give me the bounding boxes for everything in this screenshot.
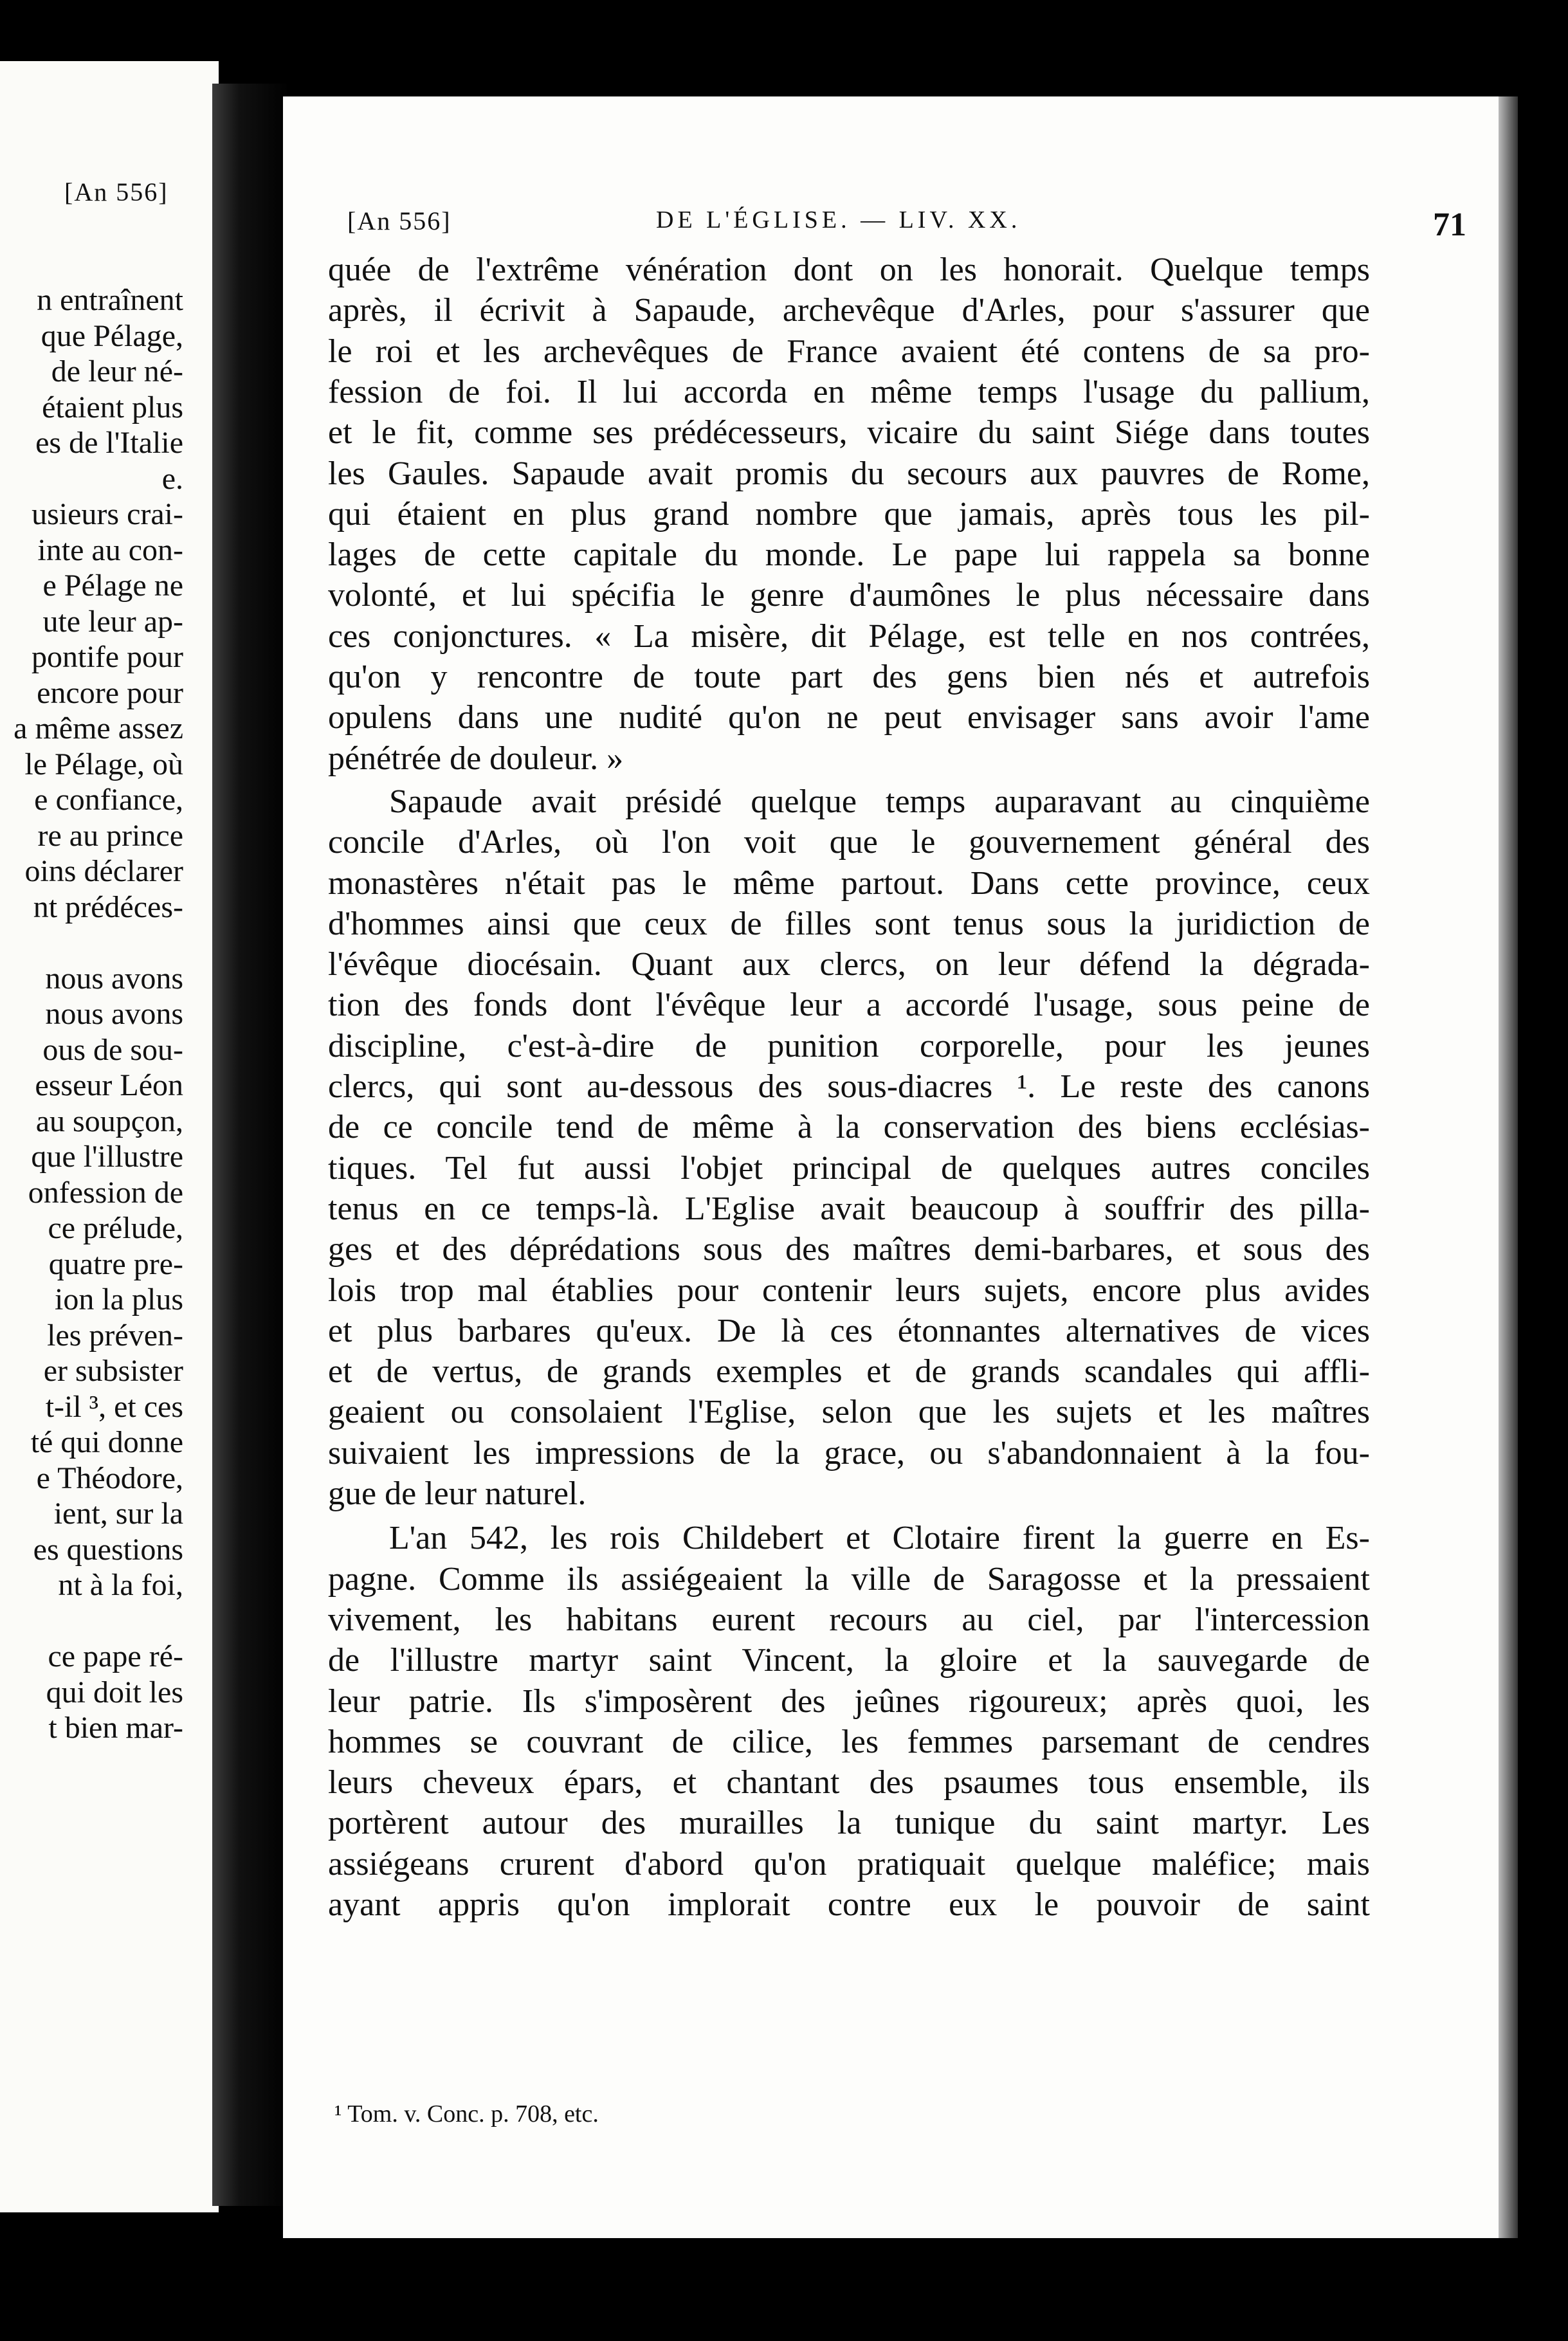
text-line: leurs cheveux épars, et chantant des psaumes tous ensemble, ils <box>328 1764 1370 1801</box>
header-year: [An 556] <box>347 206 451 235</box>
left-text-line: inte au con- <box>37 533 183 567</box>
left-text-line: es questions <box>33 1532 183 1567</box>
left-text-line: qui doit les <box>46 1675 183 1709</box>
header-title: DE L'ÉGLISE. — LIV. XX. <box>656 206 1021 233</box>
text-line: tiques. Tel fut aussi l'objet principal de quelques autres conciles <box>328 1149 1370 1187</box>
text-line: assiégeans crurent d'abord qu'on pratiquait quelque maléfice; mais <box>328 1845 1370 1882</box>
left-text-line: ce prélude, <box>48 1211 183 1245</box>
left-text-line: ute leur ap- <box>42 604 183 639</box>
book-gutter <box>212 84 289 2206</box>
left-text-line: es de l'Italie <box>35 426 183 460</box>
left-text-line: que l'illustre <box>31 1140 183 1174</box>
left-text-line: pontife pour <box>32 640 183 674</box>
left-text-line: encore pour <box>37 675 183 710</box>
left-text-line: usieurs crai- <box>32 497 183 531</box>
text-line: fession de foi. Il lui accorda en même temps l'usage du pallium, <box>328 373 1370 410</box>
left-text-line: onfession de <box>28 1175 183 1210</box>
left-text-line: oins déclarer <box>24 854 183 888</box>
left-text-line: les préven- <box>47 1318 183 1353</box>
left-text-line: ient, sur la <box>53 1497 183 1531</box>
left-text-line: a même assez <box>14 711 183 745</box>
text-line: vivement, les habitans eurent recours au ciel, par l'intercession <box>328 1601 1370 1638</box>
page-number: 71 <box>1433 206 1466 243</box>
left-text-line: ous de sou- <box>42 1032 183 1067</box>
left-text-line: le Pélage, où <box>24 747 183 781</box>
text-line: qu'on y rencontre de toute part des gens bien nés et autrefois <box>328 659 1370 695</box>
left-text-line: n entraînent <box>37 283 183 317</box>
left-text-line: er subsister <box>43 1354 183 1388</box>
left-text-line: e. <box>161 461 183 496</box>
left-text-line: au soupçon, <box>35 1104 183 1138</box>
text-line: qui étaient en plus grand nombre que jamais, après tous les pil- <box>328 495 1370 533</box>
text-line: pagne. Comme ils assiégeaient la ville de Saragosse et la pressaient <box>328 1560 1370 1598</box>
left-text-line: t-il ³, et ces <box>45 1389 183 1424</box>
text-line: pénétrée de douleur. » <box>328 740 624 777</box>
text-line: hommes se couvrant de cilice, les femmes parsemant de cendres <box>328 1723 1370 1760</box>
left-text-line: nt prédéces- <box>33 889 183 924</box>
left-text-line: ion la plus <box>55 1282 183 1316</box>
left-text-line: nous avons <box>45 961 183 996</box>
text-line: portèrent autour des murailles la tunique du saint martyr. Les <box>328 1805 1370 1842</box>
text-line: et le fit, comme ses prédécesseurs, vicaire du saint Siége dans toutes <box>328 414 1370 451</box>
footnote: ¹ Tom. v. Conc. p. 708, etc. <box>334 2100 599 2127</box>
text-line: après, il écrivit à Sapaude, archevêque d'Arles, pour s'assurer que <box>328 292 1370 329</box>
left-text-line: que Pélage, <box>41 318 183 353</box>
left-text-line: té qui donne <box>30 1425 183 1459</box>
text-line: les Gaules. Sapaude avait promis du secours aux pauvres de Rome, <box>328 455 1370 492</box>
left-text-line: nous avons <box>45 997 183 1031</box>
text-line: discipline, c'est-à-dire de punition corporelle, pour les jeunes <box>328 1027 1370 1064</box>
left-text-line: quatre pre- <box>48 1246 183 1281</box>
right-page <box>283 96 1505 2238</box>
text-line: le roi et les archevêques de France avaient été contens de sa pro- <box>328 332 1370 370</box>
left-text-line: ce pape ré- <box>48 1639 183 1673</box>
text-line: volonté, et lui spécifia le genre d'aumônes le plus nécessaire dans <box>328 577 1370 614</box>
text-line: ges et des déprédations sous des maîtres demi-barbares, et sous des <box>328 1231 1370 1268</box>
left-text-line: nt à la foi, <box>58 1568 183 1602</box>
left-text-line: étaient plus <box>42 390 183 424</box>
text-line: leur patrie. Ils s'imposèrent des jeûnes rigoureux; après quoi, les <box>328 1682 1370 1720</box>
text-line: tion des fonds dont l'évêque leur a accordé l'usage, sous peine de <box>328 987 1370 1024</box>
text-line: de ce concile tend de même à la conservation des biens ecclésias- <box>328 1109 1370 1146</box>
text-line: et de vertus, de grands exemples et de grands scandales qui affli- <box>328 1353 1370 1390</box>
text-line: Sapaude avait présidé quelque temps auparavant au cinquième <box>389 783 1370 820</box>
text-line: L'an 542, les rois Childebert et Clotaire firent la guerre en Es- <box>389 1520 1370 1557</box>
left-text-line: esseur Léon <box>35 1068 183 1102</box>
text-line: ces conjonctures. « La misère, dit Pélage, est telle en nos contrées, <box>328 617 1370 655</box>
text-line: l'évêque diocésain. Quant aux clercs, on leur défend la dégrada- <box>328 946 1370 983</box>
text-line: d'hommes ainsi que ceux de filles sont tenus sous la juridiction de <box>328 905 1370 942</box>
text-line: et plus barbares qu'eux. De là ces étonnantes alternatives de vices <box>328 1312 1370 1349</box>
running-header <box>347 206 1466 251</box>
left-text-line: e Théodore, <box>36 1461 183 1495</box>
text-line: lages de cette capitale du monde. Le pape lui rappela sa bonne <box>328 536 1370 574</box>
text-line: concile d'Arles, où l'on voit que le gouvernement général des <box>328 824 1370 861</box>
text-line: ayant appris qu'on implorait contre eux le pouvoir de saint <box>328 1886 1370 1923</box>
left-page <box>0 61 219 2212</box>
text-line: de l'illustre martyr saint Vincent, la gloire et la sauvegarde de <box>328 1642 1370 1679</box>
left-page-header: [An 556] <box>64 178 169 206</box>
text-line: opulens dans une nudité qu'on ne peut envisager sans avoir l'ame <box>328 699 1370 736</box>
text-line: geaient ou consolaient l'Eglise, selon que les sujets et les maîtres <box>328 1394 1370 1431</box>
text-line: tenus en ce temps-là. L'Eglise avait beaucoup à souffrir des pilla- <box>328 1190 1370 1227</box>
text-line: monastères n'était pas le même partout. Dans cette province, ceux <box>328 864 1370 902</box>
text-line: suivaient les impressions de la grace, ou s'abandonnaient à la fou- <box>328 1434 1370 1471</box>
left-text-line: e Pélage ne <box>42 569 183 603</box>
page-edge <box>1499 96 1518 2238</box>
text-line: quée de l'extrême vénération dont on les honorait. Quelque temps <box>328 251 1370 288</box>
left-text-line: t bien mar- <box>48 1711 183 1745</box>
text-line: gue de leur naturel. <box>328 1475 587 1512</box>
left-text-line: re au prince <box>37 818 183 853</box>
left-text-line: de leur né- <box>51 354 183 388</box>
left-text-line: e confiance, <box>34 783 183 817</box>
text-line: lois trop mal établies pour contenir leurs sujets, encore plus avides <box>328 1271 1370 1309</box>
text-line: clercs, qui sont au-dessous des sous-diacres ¹. Le reste des canons <box>328 1068 1370 1105</box>
